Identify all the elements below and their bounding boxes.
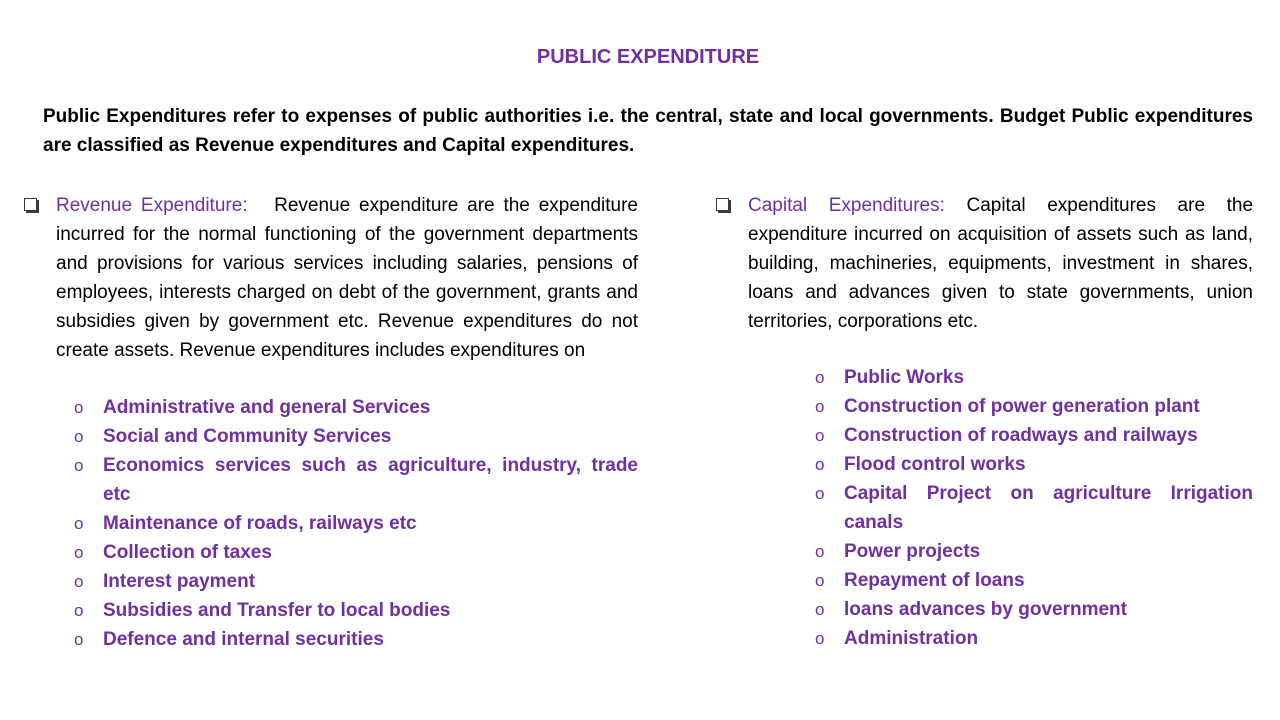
checkbox-bullet-icon	[716, 198, 729, 211]
revenue-expenditure-item	[20, 191, 638, 365]
list-item	[20, 625, 638, 654]
list-item	[20, 422, 638, 451]
list-item-text: Public Works	[844, 367, 965, 388]
list-item	[20, 538, 638, 567]
list-item-text: Defence and internal securities	[103, 629, 384, 650]
list-item-text: Construction of power generation plant	[844, 396, 1200, 417]
list-item	[712, 363, 1253, 392]
list-item-text: Social and Community Services	[103, 426, 392, 447]
circle-bullet-icon: o	[74, 398, 84, 417]
list-item	[712, 595, 1253, 624]
list-item	[20, 393, 638, 422]
list-item-text: Repayment of loans	[844, 570, 1025, 591]
circle-bullet-icon: o	[74, 427, 84, 446]
circle-bullet-icon: o	[815, 368, 825, 387]
list-item	[712, 450, 1253, 479]
circle-bullet-icon: o	[74, 572, 84, 591]
revenue-column	[20, 191, 638, 654]
list-item	[712, 392, 1253, 421]
circle-bullet-icon: o	[74, 601, 84, 620]
circle-bullet-icon: o	[815, 600, 825, 619]
list-item-text: Power projects	[844, 541, 981, 562]
list-item-text: Subsidies and Transfer to local bodies	[103, 600, 451, 621]
list-item	[712, 537, 1253, 566]
list-item	[20, 451, 638, 509]
circle-bullet-icon: o	[815, 542, 825, 561]
circle-bullet-icon: o	[815, 426, 825, 445]
circle-bullet-icon: o	[815, 629, 825, 648]
circle-bullet-icon: o	[815, 484, 825, 503]
circle-bullet-icon: o	[74, 456, 84, 475]
list-item	[20, 567, 638, 596]
list-item	[20, 509, 638, 538]
page-title: PUBLIC EXPENDITURE	[536, 46, 760, 68]
circle-bullet-icon: o	[74, 514, 84, 533]
list-item-text: Administration	[844, 628, 979, 649]
list-item	[712, 421, 1253, 450]
list-item	[712, 479, 1253, 537]
capital-column	[712, 191, 1253, 653]
circle-bullet-icon: o	[815, 455, 825, 474]
capital-lead: Capital Expenditures:	[748, 195, 945, 216]
capital-items-list	[712, 363, 1253, 653]
list-item	[20, 596, 638, 625]
revenue-lead: Revenue Expenditure:	[56, 195, 248, 216]
list-item-text: Administrative and general Services	[103, 397, 431, 418]
list-item-text: Construction of roadways and railways	[844, 425, 1198, 446]
circle-bullet-icon: o	[74, 543, 84, 562]
checkbox-bullet-icon	[24, 198, 37, 211]
list-item-text: Economics services such as agriculture, industry, trade etc	[103, 455, 638, 505]
list-item	[712, 566, 1253, 595]
intro-paragraph: Public Expenditures refer to expenses of public authorities i.e. the central, state and local governments. Budget Public expenditures are classified as Revenue expenditures and Capital expenditures.	[43, 106, 1253, 156]
list-item-text: Collection of taxes	[103, 542, 272, 563]
capital-description: Capital expenditures are the expenditure incurred on acquisition of assets such as land, building, machineries, equipments, investment in shares, loans and advances given to state governments, union territories, corporations etc.	[748, 195, 1254, 332]
list-item-text: Capital Project on agriculture Irrigation canals	[844, 483, 1253, 533]
list-item-text: Interest payment	[103, 571, 256, 592]
circle-bullet-icon: o	[815, 397, 825, 416]
circle-bullet-icon: o	[815, 571, 825, 590]
capital-expenditure-item	[712, 191, 1253, 336]
list-item	[712, 624, 1253, 653]
circle-bullet-icon: o	[74, 630, 84, 649]
revenue-items-list	[20, 393, 638, 654]
revenue-description: Revenue expenditure are the expenditure incurred for the normal functioning of the government departments and provisions for various services including salaries, pensions of employees, interests charged on debt of the government, grants and subsidies given by government etc. Revenue expenditures do not create assets. Revenue expenditures includes expenditures on	[56, 195, 638, 361]
list-item-text: Maintenance of roads, railways etc	[103, 513, 417, 534]
list-item-text: loans advances by government	[844, 599, 1127, 620]
list-item-text: Flood control works	[844, 454, 1026, 475]
